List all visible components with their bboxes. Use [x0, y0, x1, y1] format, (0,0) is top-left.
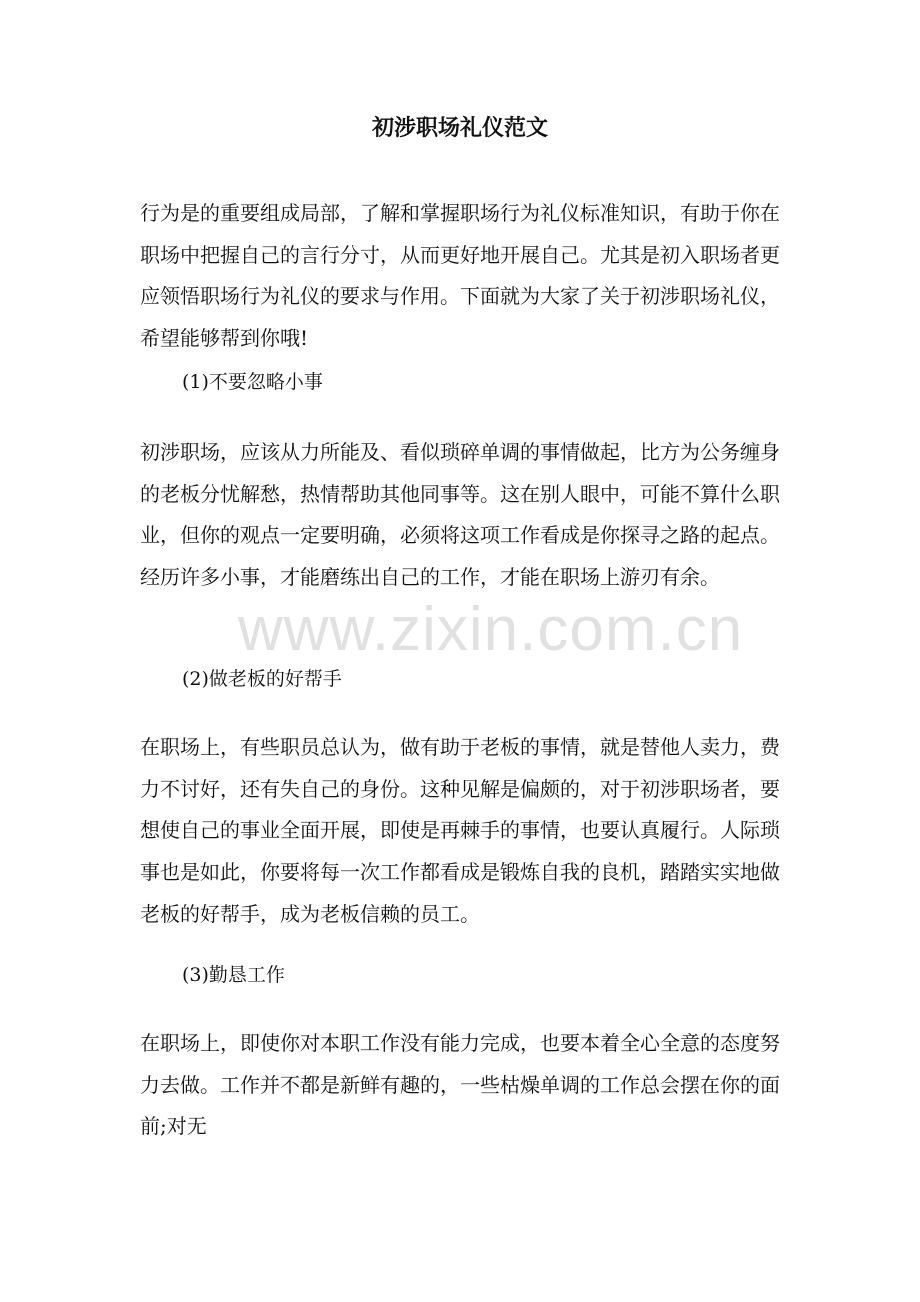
document-title: 初涉职场礼仪范文 [371, 115, 548, 141]
section-body-3: 在职场上，即使你对本职工作没有能力完成，也要本着全心全意的态度努力去做。工作并不都是新鲜有趣的，一些枯燥单调的工作总会摆在你的面前;对无 [140, 1031, 780, 1139]
intro-paragraph: 行为是的重要组成局部，了解和掌握职场行为礼仪标准知识，有助于你在职场中把握自己的言行分寸，从而更好地开展自己。尤其是初入职场者更应领悟职场行为礼仪的要求与作用。下面就为大家了关于初涉职场礼仪，希望能够帮到你哦! [140, 201, 780, 351]
section-heading-3: (3)勤恳工作 [182, 964, 285, 986]
section-body-2: 在职场上，有些职员总认为，做有助于老板的事情，就是替他人卖力，费力不讨好，还有失自己的身份。这种见解是偏颇的，对于初涉职场者，要想使自己的事业全面开展，即使是再棘手的事情，也要认真履行。人际琐事也是如此，你要将每一次工作都看成是锻炼自我的良机，踏踏实实地做老板的好帮手，成为老板信赖的员工。 [140, 735, 780, 926]
section-heading-1: (1)不要忽略小事 [182, 371, 323, 393]
section-heading-2: (2)做老板的好帮手 [182, 668, 342, 690]
watermark-text: www.zixin.com.cn [238, 595, 744, 664]
section-body-1: 初涉职场，应该从力所能及、看似琐碎单调的事情做起，比方为公务缠身的老板分忧解愁，热情帮助其他同事等。这在别人眼中，可能不算什么职业，但你的观点一定要明确，必须将这项工作看成是你探寻之路的起点。经历许多小事，才能磨练出自己的工作，才能在职场上游刃有余。 [140, 440, 780, 590]
